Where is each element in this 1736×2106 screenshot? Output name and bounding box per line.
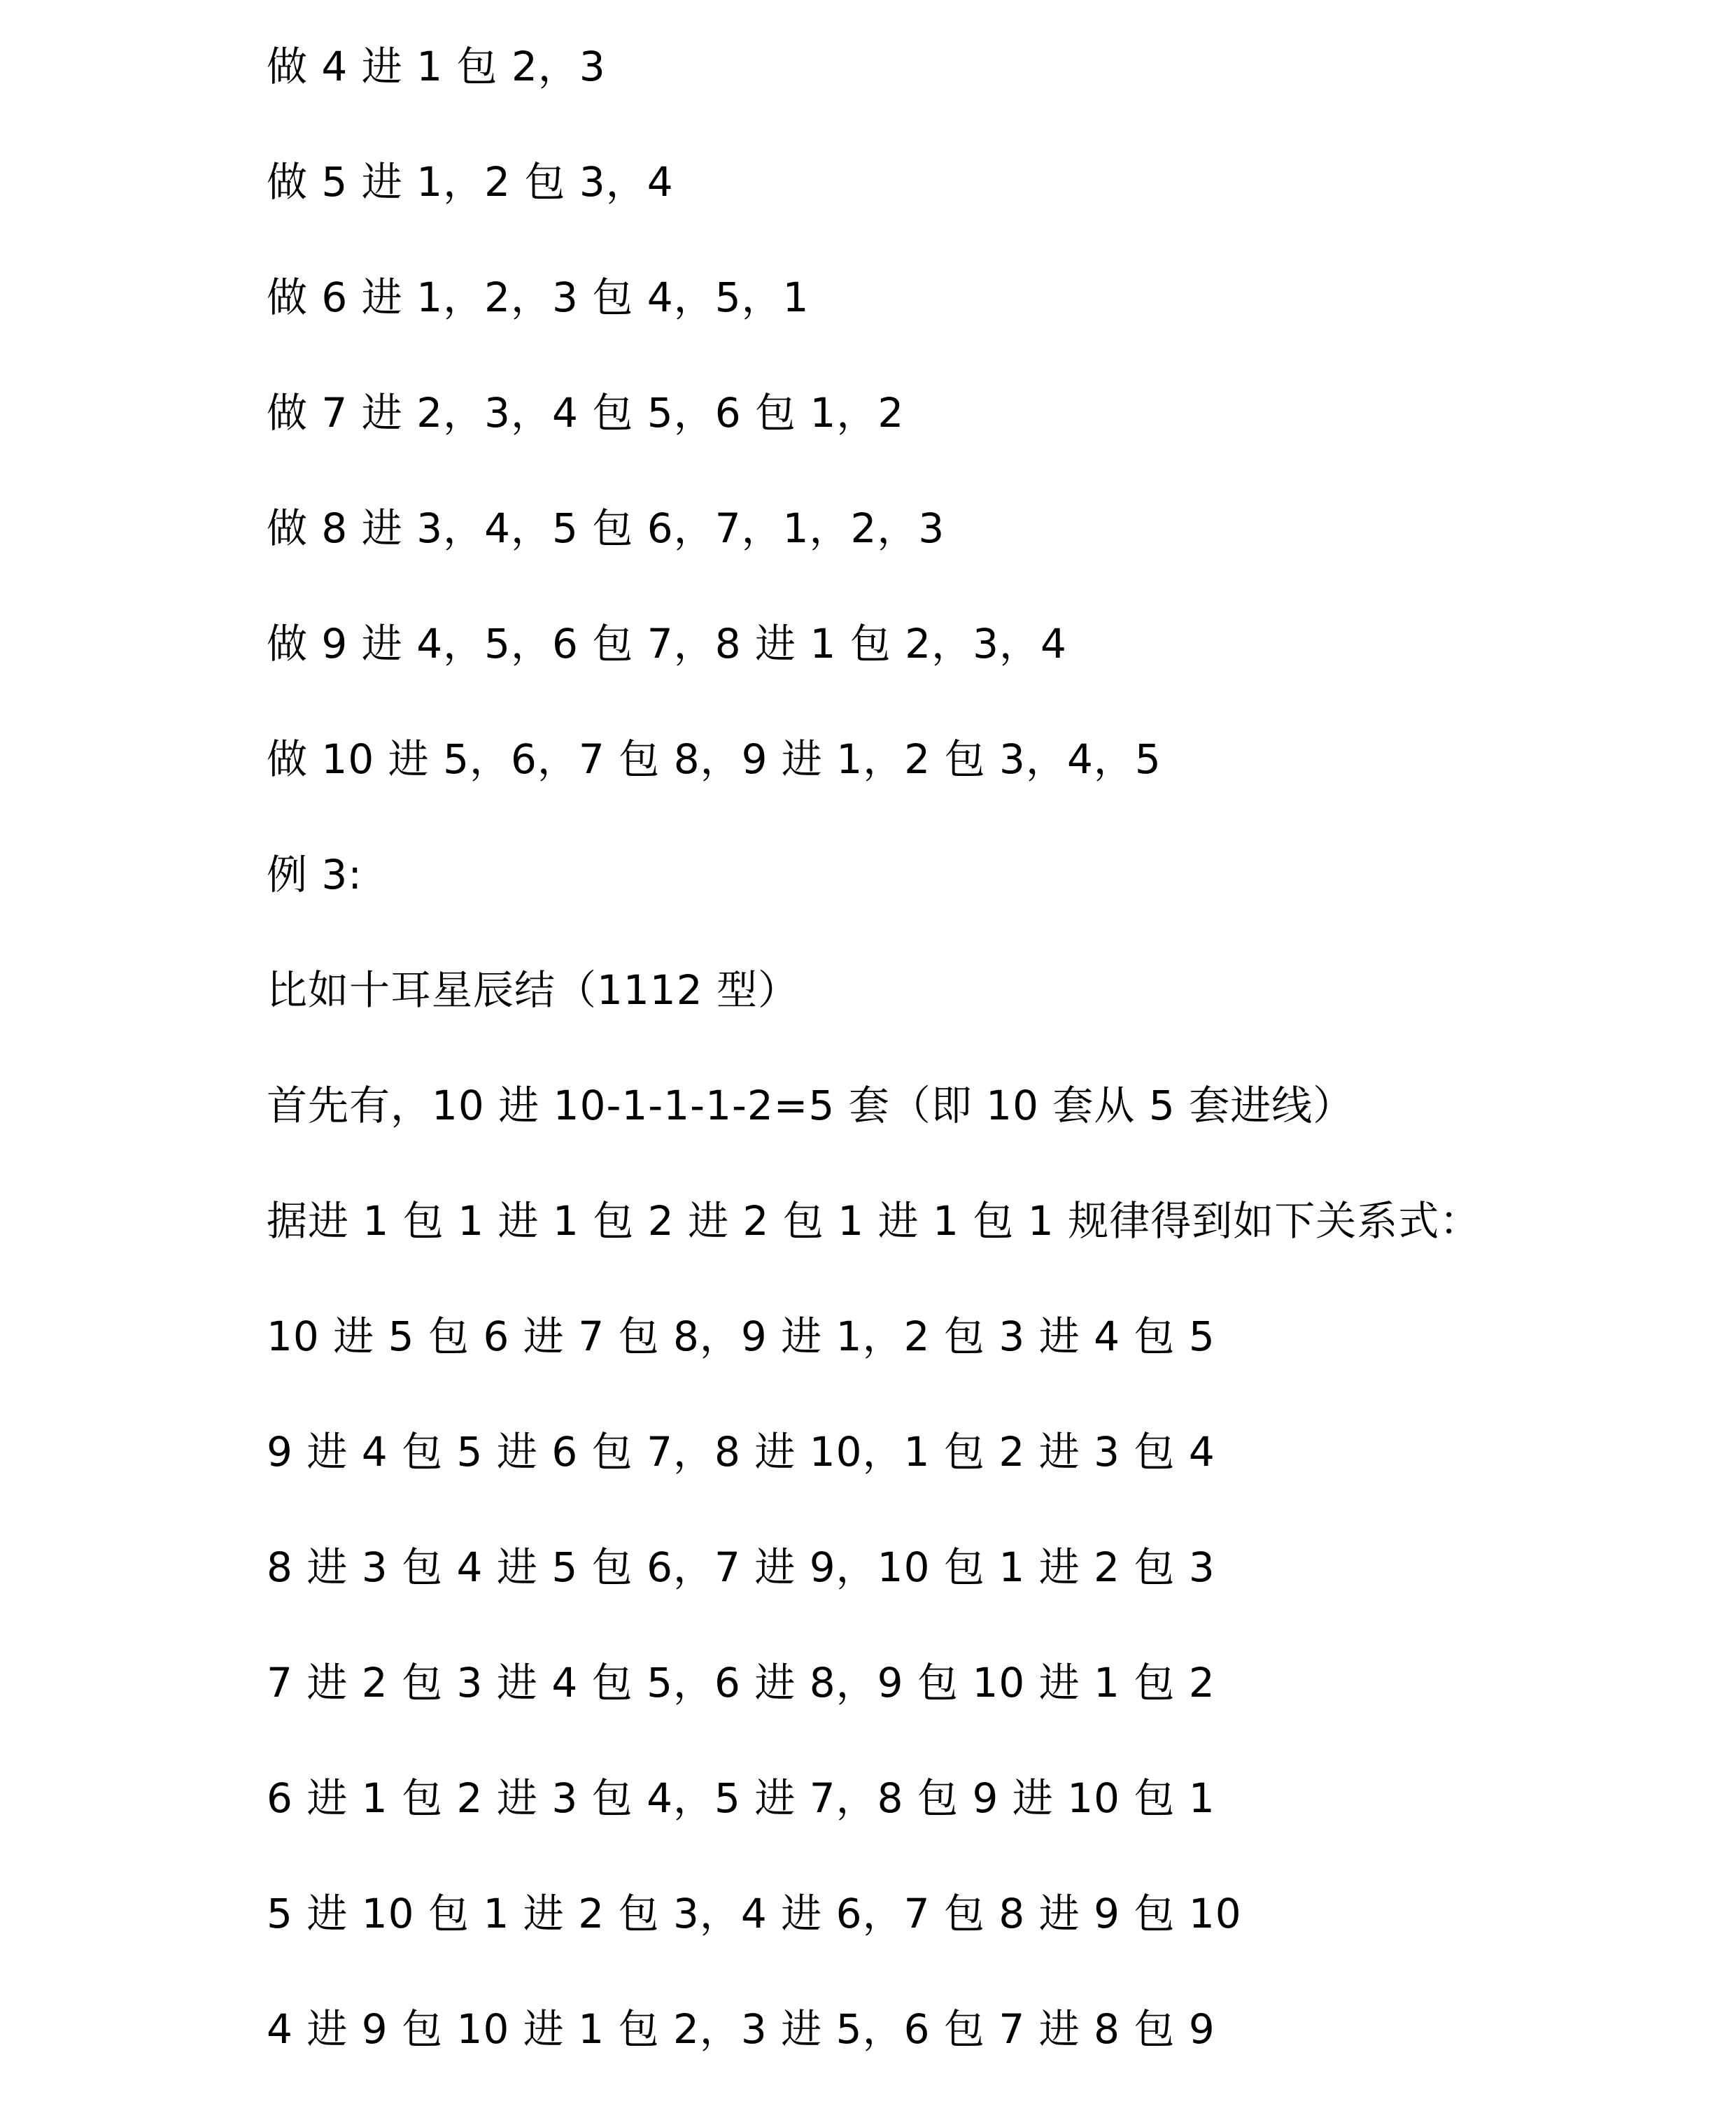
text-line: 5 进 10 包 1 进 2 包 3，4 进 6，7 包 8 进 9 包 10 — [267, 1890, 1242, 1937]
text-line: 做 10 进 5，6，7 包 8，9 进 1，2 包 3，4，5 — [267, 735, 1162, 783]
text-line: 7 进 2 包 3 进 4 包 5，6 进 8，9 包 10 进 1 包 2 — [267, 1659, 1215, 1706]
text-line: 做 6 进 1，2，3 包 4，5，1 — [267, 274, 810, 321]
text-line: 做 4 进 1 包 2，3 — [267, 43, 606, 90]
text-line: 做 7 进 2，3，4 包 5，6 包 1，2 — [267, 389, 905, 437]
text-line: 做 5 进 1，2 包 3，4 — [267, 158, 674, 206]
text-line: 10 进 5 包 6 进 7 包 8，9 进 1，2 包 3 进 4 包 5 — [267, 1313, 1215, 1360]
text-line: 首先有，10 进 10-1-1-1-2=5 套（即 10 套从 5 套进线） — [267, 1082, 1355, 1129]
text-lines — [267, 28, 1666, 2106]
example-heading: 例 3: — [267, 851, 362, 898]
text-line: 做 9 进 4，5，6 包 7，8 进 1 包 2，3，4 — [267, 620, 1067, 667]
text-line: 6 进 1 包 2 进 3 包 4，5 进 7，8 包 9 进 10 包 1 — [267, 1774, 1215, 1822]
text-line: 4 进 9 包 10 进 1 包 2，3 进 5，6 包 7 进 8 包 9 — [267, 2005, 1215, 2053]
text-line: 据进 1 包 1 进 1 包 2 进 2 包 1 进 1 包 1 规律得到如下关系式： — [267, 1197, 1481, 1245]
text-line: 9 进 4 包 5 进 6 包 7，8 进 10，1 包 2 进 3 包 4 — [267, 1428, 1215, 1476]
text-line: 做 8 进 3，4，5 包 6，7，1，2，3 — [267, 504, 945, 552]
text-line: 8 进 3 包 4 进 5 包 6，7 进 9，10 包 1 进 2 包 3 — [267, 1543, 1215, 1591]
text-line: 比如十耳星辰结（1112 型） — [267, 966, 800, 1014]
